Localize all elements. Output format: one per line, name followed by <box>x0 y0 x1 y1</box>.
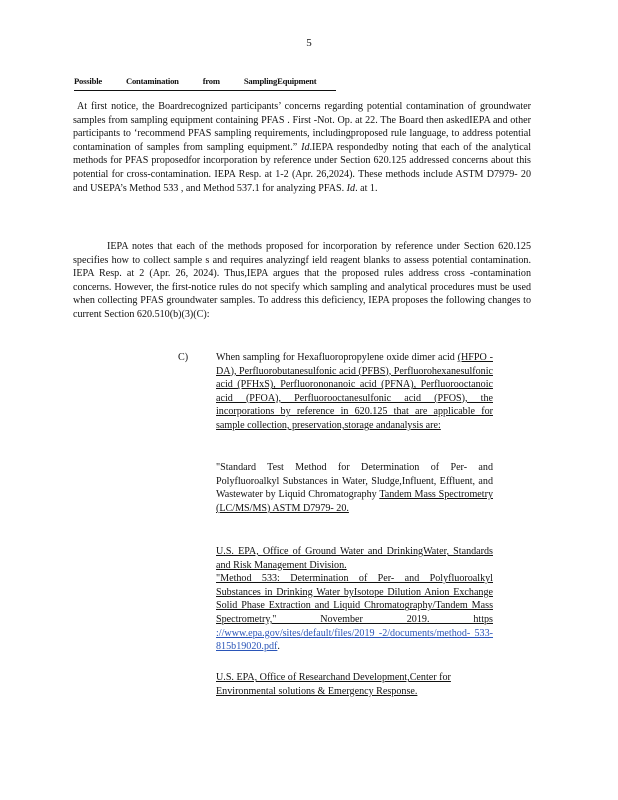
epa-agency-line: U.S. EPA, Office of Ground Water and DrinkingWater, Standards and Risk Management Division. <box>216 546 493 571</box>
proposed-clause <box>178 351 493 433</box>
clause-underlined-text: (HFPO -DA), Perfluorobutanesulfonic acid (PFBS), Perfluorohexanesulfonic acid (PFHxS), Perfluorononanoic acid (PFNA), Perfluorooctanoic acid (PFOA), Perfluorooctanesulfonic acid (PFOS), the incorporations by reference in 620.125 that are applicable for sample collection, preservation,storage andanalysis are: <box>216 352 493 431</box>
reference-end: . <box>277 641 280 653</box>
paragraph-text: . at 1. <box>355 182 378 194</box>
paragraph-text: At first notice, the Boardrecognized participants’ concerns regarding potential contamination of groundwater samples from sampling equipment containing PFAS . First -Not. Op. at 22. The Board then askedIEPA and other participants to ‘recommend PFAS sampling requirements, includingproposed rule language, to address potential contamination of samples from sampling equipment.” <box>73 101 531 153</box>
page-number: 5 <box>306 37 312 49</box>
clause-body <box>216 351 493 433</box>
epa-ord-reference: U.S. EPA, Office of Researchand Development,Center for Environmental solutions & Emergency Response. <box>216 672 451 697</box>
paragraph-text: .IEPA respondedby noting that each of the analytical methods for PFAS proposedfor incorporation by reference under Section 620.125 addressed concerns about this potential for cross-contamination. IEPA Resp. at 1-2 (Apr. 26,2024). These methods include ASTM D7979- 20 and USEPA’s Method 533 , and Method 537.1 for analyzing PFAS. <box>73 141 532 194</box>
epa-method-title: "Method 533: Determination of Per- and Polyfluoroalkyl Substances in Drinking Water byIsotope Dilution Anion Exchange Solid Phase Extraction and Liquid Chromatography/Tandem Mass Spectrometry," November 2019. https <box>216 573 493 625</box>
epa-method-533-reference <box>216 545 493 654</box>
paragraph-iepa-notes: IEPA notes that each of the methods proposed for incorporation by reference under Section 620.125 specifies how to collect sample s and requires analyzingf ield reagent blanks to assess potential contamination. IEPA Resp. at 2 (Apr. 26, 2024). Thus,IEPA argues that the proposed rules address cross -contamination concerns. However, the first-notice rules do not specify which sampling and analytical procedures must be used when collecting PFAS groundwater samples. To address this deficiency, IEPA proposes the following changes to current Section 620.510(b)(3)(C): <box>73 241 531 320</box>
epa-method-533-link[interactable]: ://www.epa.gov/sites/default/files/2019 -2/documents/method- 533-815b19020.pdf <box>216 627 493 653</box>
section-heading: Possible Contamination from SamplingEquipment <box>74 75 336 91</box>
citation-id: Id <box>346 182 356 194</box>
clause-label: C) <box>178 352 189 363</box>
astm-reference-underlined: Tandem Mass Spectrometry (LC/MS/MS) ASTM D7979- 20. <box>216 489 493 514</box>
citation-id: Id <box>301 141 310 153</box>
paragraph-first-notice <box>73 100 531 195</box>
astm-reference <box>216 461 493 515</box>
astm-reference-text: "Standard Test Method for Determination of Per- and Polyfluoroalkyl Substances in Water, Sludge,Influent, Effluent, and Wastewater by Liquid Chromatography <box>216 462 493 501</box>
clause-lead-text: When sampling for Hexafluoropropylene oxide dimer acid <box>216 352 455 363</box>
